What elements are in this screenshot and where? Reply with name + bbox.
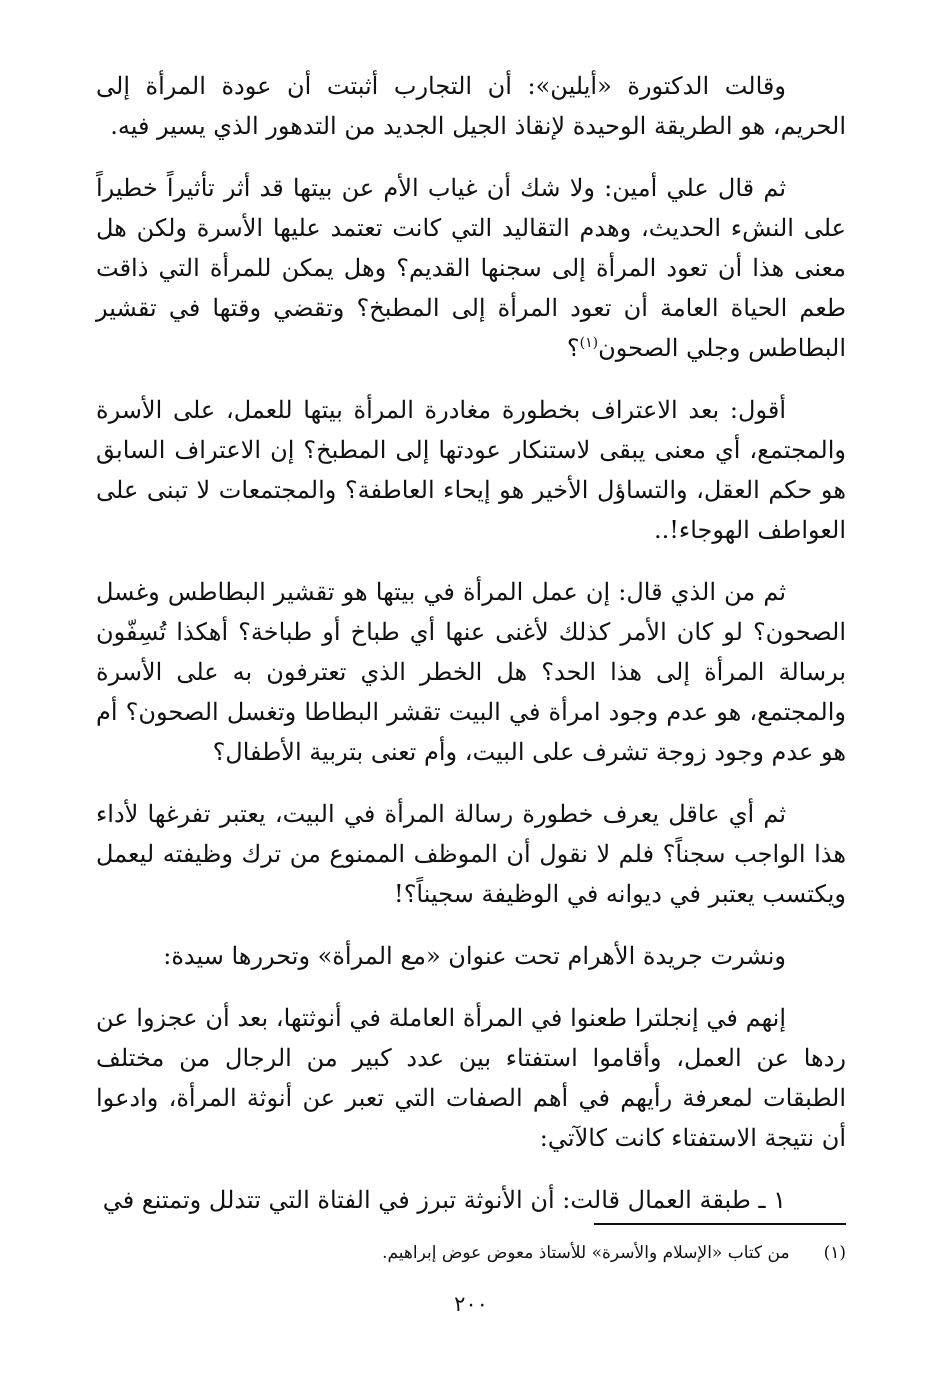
page-body (96, 66, 846, 1242)
paragraph: ثم أي عاقل يعرف خطورة رسالة المرأة في البيت، يعتبر تفرغها لأداء هذا الواجب سجناً؟ فلم لا نقول أن الموظف الممنوع من ترك وظيفته ليعمل ويكتسب يعتبر في ديوانه في الوظيفة سجيناً؟! (96, 800, 846, 908)
paragraph-text: ثم قال علي أمين: ولا شك أن غياب الأم عن بيتها قد أثر تأثيراً خطيراً على النشء الحديث، وهدم التقاليد التي كانت تعتمد عليها الأسرة ولكن هل معنى هذا أن تعود المرأة إلى سجنها القديم؟ وهل يمكن للمرأة التي ذاقت طعم الحياة العامة أن تعود المرأة إلى المطبخ؟ وتقضي وقتها في تقشير البطاطس وجلي الصحون (96, 174, 846, 362)
paragraph: ونشرت جريدة الأهرام تحت عنوان «مع المرأة» وتحررها سيدة: (163, 942, 786, 970)
paragraph: إنهم في إنجلترا طعنوا في المرأة العاملة في أنوثتها، بعد أن عجزوا عن ردها عن العمل، وأقاموا استفتاء بين عدد كبير من الرجال من مختلف الطبقات لمعرفة رأيهم في أهم الصفات التي تعبر عن أنوثة المرأة، وادعوا أن نتيجة الاستفتاء كانت كالآتي: (96, 1004, 847, 1152)
paragraph: وقالت الدكتورة «أيلين»: أن التجارب أثبتت أن عودة المرأة إلى الحريم، هو الطريقة الوحيدة لإنقاذ الجيل الجديد من التدهور الذي يسير فيه. (96, 72, 846, 140)
footnote-marker: (١) (823, 1243, 846, 1263)
footnote-divider (594, 1223, 846, 1225)
footnote-text: من كتاب «الإسلام والأسرة» للأستاذ معوض عوض إبراهيم. (382, 1243, 790, 1263)
paragraph-tail: ؟ (566, 334, 580, 362)
page-number: ٢٠٠ (454, 1292, 488, 1316)
paragraph: أقول: بعد الاعتراف بخطورة مغادرة المرأة بيتها للعمل، على الأسرة والمجتمع، أي معنى يبقى لاستنكار عودتها إلى المطبخ؟ إن الاعتراف السابق هو حكم العقل، والتساؤل الأخير هو إيحاء العاطفة؟ والمجتمعات لا تبنى على العواطف الهوجاء!.. (96, 396, 847, 544)
footnote (96, 1240, 846, 1266)
paragraph (96, 168, 846, 368)
footnote-reference: (١) (579, 335, 599, 351)
paragraph: ١ ـ طبقة العمال قالت: أن الأنوثة تبرز في الفتاة التي تتدلل وتمتنع في (102, 1186, 786, 1214)
paragraph: ثم من الذي قال: إن عمل المرأة في بيتها هو تقشير البطاطس وغسل الصحون؟ لو كان الأمر كذلك لأغنى عنها أي طباخ أو طباخة؟ أهكذا تُسِفّون برسالة المرأة إلى هذا الحد؟ هل الخطر الذي تعترفون به على الأسرة والمجتمع، هو عدم وجود امرأة في البيت تقشر البطاطا وتغسل الصحون؟ أم هو عدم وجود زوجة تشرف على البيت، وأم تعنى بتربية الأطفال؟ (96, 578, 846, 766)
